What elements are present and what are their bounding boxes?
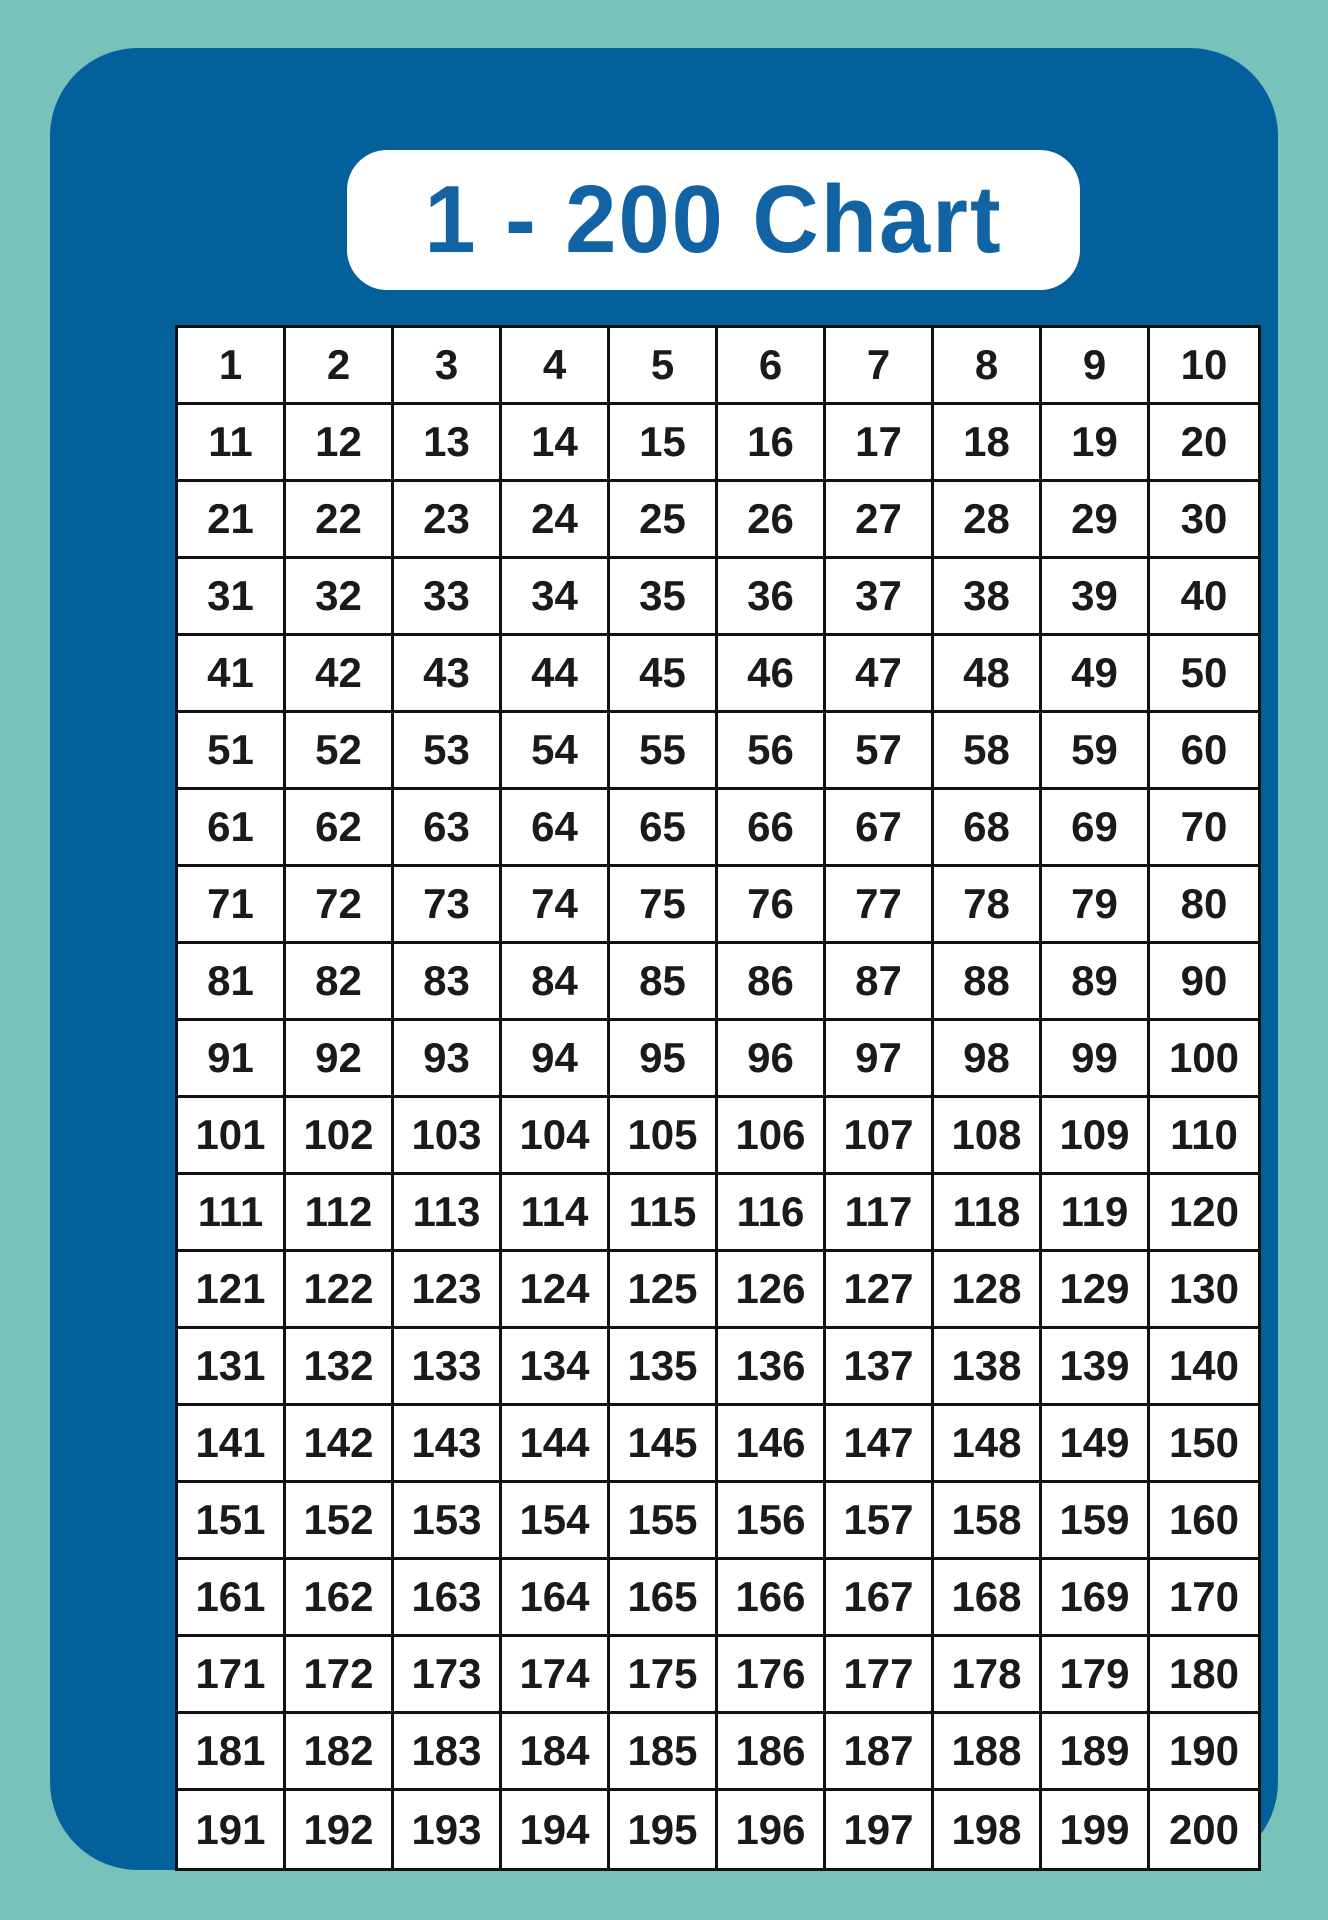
number-cell: 21	[178, 482, 286, 559]
number-cell: 50	[1150, 636, 1258, 713]
number-cell: 199	[1042, 1791, 1150, 1868]
number-cell: 1	[178, 328, 286, 405]
number-cell: 120	[1150, 1175, 1258, 1252]
number-cell: 181	[178, 1714, 286, 1791]
number-cell: 147	[826, 1406, 934, 1483]
number-cell: 59	[1042, 713, 1150, 790]
number-cell: 109	[1042, 1098, 1150, 1175]
number-cell: 116	[718, 1175, 826, 1252]
number-cell: 136	[718, 1329, 826, 1406]
number-cell: 52	[286, 713, 394, 790]
number-cell: 51	[178, 713, 286, 790]
number-cell: 111	[178, 1175, 286, 1252]
number-cell: 114	[502, 1175, 610, 1252]
number-cell: 102	[286, 1098, 394, 1175]
number-cell: 155	[610, 1483, 718, 1560]
number-cell: 166	[718, 1560, 826, 1637]
number-cell: 11	[178, 405, 286, 482]
number-cell: 142	[286, 1406, 394, 1483]
number-cell: 30	[1150, 482, 1258, 559]
number-cell: 104	[502, 1098, 610, 1175]
number-cell: 88	[934, 944, 1042, 1021]
number-cell: 179	[1042, 1637, 1150, 1714]
number-cell: 157	[826, 1483, 934, 1560]
number-cell: 105	[610, 1098, 718, 1175]
number-cell: 193	[394, 1791, 502, 1868]
number-cell: 63	[394, 790, 502, 867]
number-cell: 89	[1042, 944, 1150, 1021]
number-cell: 60	[1150, 713, 1258, 790]
number-cell: 67	[826, 790, 934, 867]
number-cell: 148	[934, 1406, 1042, 1483]
number-cell: 163	[394, 1560, 502, 1637]
number-cell: 55	[610, 713, 718, 790]
number-cell: 170	[1150, 1560, 1258, 1637]
number-cell: 82	[286, 944, 394, 1021]
number-cell: 70	[1150, 790, 1258, 867]
number-cell: 7	[826, 328, 934, 405]
number-cell: 143	[394, 1406, 502, 1483]
number-cell: 189	[1042, 1714, 1150, 1791]
number-cell: 137	[826, 1329, 934, 1406]
number-cell: 73	[394, 867, 502, 944]
number-cell: 168	[934, 1560, 1042, 1637]
number-cell: 94	[502, 1021, 610, 1098]
number-cell: 103	[394, 1098, 502, 1175]
number-cell: 20	[1150, 405, 1258, 482]
number-cell: 190	[1150, 1714, 1258, 1791]
number-cell: 42	[286, 636, 394, 713]
number-cell: 124	[502, 1252, 610, 1329]
number-cell: 106	[718, 1098, 826, 1175]
number-cell: 44	[502, 636, 610, 713]
number-cell: 8	[934, 328, 1042, 405]
number-cell: 5	[610, 328, 718, 405]
number-cell: 12	[286, 405, 394, 482]
number-cell: 23	[394, 482, 502, 559]
number-cell: 74	[502, 867, 610, 944]
number-cell: 83	[394, 944, 502, 1021]
number-cell: 192	[286, 1791, 394, 1868]
number-cell: 182	[286, 1714, 394, 1791]
number-cell: 178	[934, 1637, 1042, 1714]
number-cell: 131	[178, 1329, 286, 1406]
number-cell: 38	[934, 559, 1042, 636]
number-cell: 49	[1042, 636, 1150, 713]
number-cell: 180	[1150, 1637, 1258, 1714]
number-cell: 47	[826, 636, 934, 713]
number-cell: 146	[718, 1406, 826, 1483]
number-cell: 119	[1042, 1175, 1150, 1252]
number-cell: 145	[610, 1406, 718, 1483]
number-cell: 69	[1042, 790, 1150, 867]
number-cell: 3	[394, 328, 502, 405]
number-cell: 10	[1150, 328, 1258, 405]
number-cell: 169	[1042, 1560, 1150, 1637]
number-cell: 43	[394, 636, 502, 713]
number-cell: 112	[286, 1175, 394, 1252]
number-cell: 9	[1042, 328, 1150, 405]
number-cell: 117	[826, 1175, 934, 1252]
number-cell: 139	[1042, 1329, 1150, 1406]
number-cell: 84	[502, 944, 610, 1021]
number-cell: 138	[934, 1329, 1042, 1406]
number-cell: 61	[178, 790, 286, 867]
number-cell: 68	[934, 790, 1042, 867]
number-cell: 56	[718, 713, 826, 790]
number-cell: 135	[610, 1329, 718, 1406]
number-cell: 167	[826, 1560, 934, 1637]
number-cell: 128	[934, 1252, 1042, 1329]
number-cell: 65	[610, 790, 718, 867]
number-cell: 18	[934, 405, 1042, 482]
number-cell: 78	[934, 867, 1042, 944]
number-cell: 198	[934, 1791, 1042, 1868]
number-cell: 34	[502, 559, 610, 636]
number-cell: 186	[718, 1714, 826, 1791]
number-cell: 93	[394, 1021, 502, 1098]
number-cell: 176	[718, 1637, 826, 1714]
number-cell: 122	[286, 1252, 394, 1329]
number-cell: 87	[826, 944, 934, 1021]
number-cell: 40	[1150, 559, 1258, 636]
number-cell: 144	[502, 1406, 610, 1483]
number-cell: 36	[718, 559, 826, 636]
number-cell: 98	[934, 1021, 1042, 1098]
number-grid	[175, 325, 1261, 1871]
number-cell: 22	[286, 482, 394, 559]
number-cell: 14	[502, 405, 610, 482]
number-cell: 159	[1042, 1483, 1150, 1560]
number-cell: 79	[1042, 867, 1150, 944]
number-cell: 160	[1150, 1483, 1258, 1560]
number-cell: 39	[1042, 559, 1150, 636]
number-cell: 191	[178, 1791, 286, 1868]
number-cell: 172	[286, 1637, 394, 1714]
number-cell: 149	[1042, 1406, 1150, 1483]
number-cell: 130	[1150, 1252, 1258, 1329]
number-cell: 154	[502, 1483, 610, 1560]
number-cell: 72	[286, 867, 394, 944]
number-cell: 185	[610, 1714, 718, 1791]
number-cell: 118	[934, 1175, 1042, 1252]
number-cell: 45	[610, 636, 718, 713]
number-cell: 110	[1150, 1098, 1258, 1175]
number-cell: 107	[826, 1098, 934, 1175]
number-cell: 134	[502, 1329, 610, 1406]
number-cell: 81	[178, 944, 286, 1021]
number-cell: 100	[1150, 1021, 1258, 1098]
number-cell: 2	[286, 328, 394, 405]
number-cell: 97	[826, 1021, 934, 1098]
number-cell: 96	[718, 1021, 826, 1098]
number-cell: 127	[826, 1252, 934, 1329]
number-cell: 4	[502, 328, 610, 405]
number-cell: 188	[934, 1714, 1042, 1791]
number-cell: 46	[718, 636, 826, 713]
number-cell: 71	[178, 867, 286, 944]
number-cell: 129	[1042, 1252, 1150, 1329]
number-cell: 150	[1150, 1406, 1258, 1483]
number-cell: 28	[934, 482, 1042, 559]
number-cell: 57	[826, 713, 934, 790]
title-box	[347, 150, 1080, 290]
number-cell: 125	[610, 1252, 718, 1329]
number-cell: 126	[718, 1252, 826, 1329]
number-cell: 80	[1150, 867, 1258, 944]
number-cell: 13	[394, 405, 502, 482]
number-cell: 15	[610, 405, 718, 482]
page-title: 1 - 200 Chart	[424, 166, 1003, 273]
number-cell: 165	[610, 1560, 718, 1637]
number-cell: 35	[610, 559, 718, 636]
number-cell: 197	[826, 1791, 934, 1868]
number-cell: 25	[610, 482, 718, 559]
number-cell: 187	[826, 1714, 934, 1791]
number-cell: 141	[178, 1406, 286, 1483]
number-cell: 75	[610, 867, 718, 944]
number-cell: 173	[394, 1637, 502, 1714]
number-cell: 123	[394, 1252, 502, 1329]
number-cell: 153	[394, 1483, 502, 1560]
number-cell: 195	[610, 1791, 718, 1868]
number-cell: 108	[934, 1098, 1042, 1175]
number-cell: 92	[286, 1021, 394, 1098]
number-cell: 133	[394, 1329, 502, 1406]
number-cell: 19	[1042, 405, 1150, 482]
number-cell: 77	[826, 867, 934, 944]
number-cell: 177	[826, 1637, 934, 1714]
number-cell: 162	[286, 1560, 394, 1637]
number-cell: 99	[1042, 1021, 1150, 1098]
number-cell: 121	[178, 1252, 286, 1329]
number-cell: 66	[718, 790, 826, 867]
number-cell: 86	[718, 944, 826, 1021]
number-cell: 161	[178, 1560, 286, 1637]
number-cell: 164	[502, 1560, 610, 1637]
chart-card	[50, 48, 1278, 1870]
number-cell: 90	[1150, 944, 1258, 1021]
number-cell: 54	[502, 713, 610, 790]
number-cell: 17	[826, 405, 934, 482]
number-cell: 27	[826, 482, 934, 559]
number-cell: 24	[502, 482, 610, 559]
number-cell: 156	[718, 1483, 826, 1560]
number-cell: 174	[502, 1637, 610, 1714]
number-cell: 183	[394, 1714, 502, 1791]
number-cell: 171	[178, 1637, 286, 1714]
number-cell: 95	[610, 1021, 718, 1098]
number-cell: 29	[1042, 482, 1150, 559]
number-cell: 31	[178, 559, 286, 636]
number-cell: 158	[934, 1483, 1042, 1560]
number-cell: 101	[178, 1098, 286, 1175]
number-cell: 26	[718, 482, 826, 559]
number-cell: 16	[718, 405, 826, 482]
number-cell: 64	[502, 790, 610, 867]
number-cell: 140	[1150, 1329, 1258, 1406]
number-cell: 113	[394, 1175, 502, 1252]
number-cell: 32	[286, 559, 394, 636]
number-cell: 62	[286, 790, 394, 867]
number-cell: 196	[718, 1791, 826, 1868]
number-cell: 151	[178, 1483, 286, 1560]
number-cell: 175	[610, 1637, 718, 1714]
number-cell: 41	[178, 636, 286, 713]
number-cell: 184	[502, 1714, 610, 1791]
number-cell: 6	[718, 328, 826, 405]
number-cell: 58	[934, 713, 1042, 790]
number-cell: 115	[610, 1175, 718, 1252]
number-cell: 48	[934, 636, 1042, 713]
number-cell: 152	[286, 1483, 394, 1560]
number-cell: 76	[718, 867, 826, 944]
number-cell: 132	[286, 1329, 394, 1406]
number-cell: 37	[826, 559, 934, 636]
number-cell: 91	[178, 1021, 286, 1098]
number-cell: 200	[1150, 1791, 1258, 1868]
number-cell: 53	[394, 713, 502, 790]
number-cell: 33	[394, 559, 502, 636]
number-cell: 194	[502, 1791, 610, 1868]
number-cell: 85	[610, 944, 718, 1021]
